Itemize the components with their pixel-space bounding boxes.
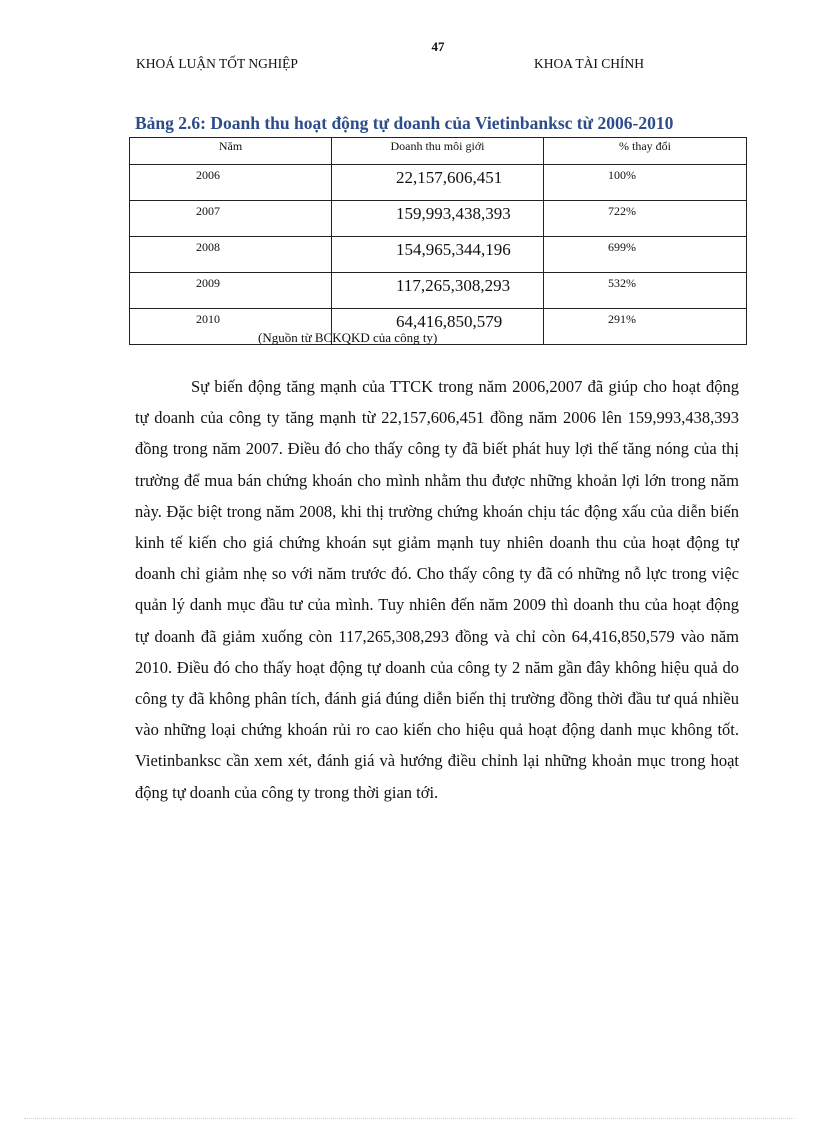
table-row	[130, 273, 747, 309]
cell-year: 2007	[130, 201, 332, 237]
cell-year: 2010	[130, 309, 332, 345]
page-number: 47	[431, 39, 445, 54]
header-revenue: Doanh thu môi giới	[332, 138, 544, 165]
analysis-paragraph-text: Sự biến động tăng mạnh của TTCK trong năm 2006,2007 đã giúp cho hoạt động tự doanh của công ty tăng mạnh từ 22,157,606,451 đồng năm 2006 lên 159,993,438,393 đồng trong năm 2007. Điều đó cho thấy công ty đã biết phát huy lợi thế tăng nóng của thị trường để mua bán chứng khoán cho mình nhằm thu được những khoản lợi lớn trong năm này. Đặc biệt trong năm 2008, khi thị trường chứng khoán chịu tác động xấu của diễn biến kinh tế kiến cho giá chứng khoán sụt giảm mạnh tuy nhiên doanh thu của hoạt động tự doanh chỉ giảm nhẹ so với năm trước đó. Cho thấy công ty đã có những nỗ lực trong việc quản lý danh mục đầu tư của mình. Tuy nhiên đến năm 2009 thì doanh thu của hoạt động tự doanh đã giảm xuống còn 117,265,308,293 đồng và chỉ còn 64,416,850,579 vào năm 2010. Điều đó cho thấy hoạt động tự doanh của công ty 2 năm gần đây không hiệu quả do công ty đã không phân tích, đánh giá đúng diễn biến thị trường đồng thời đầu tư quá nhiều vào những loại chứng khoán rủi ro cao kiến cho hiệu quả hoạt động danh mục không tốt. Vietinbanksc cần xem xét, đánh giá và hướng điều chỉnh lại những khoản mục trong hoạt động tự doanh của công ty trong thời gian tới.	[135, 377, 739, 802]
table-row	[130, 309, 747, 345]
header-change: % thay đổi	[544, 138, 747, 165]
table-title: Bảng 2.6: Doanh thu hoạt động tự doanh của Vietinbanksc từ 2006-2010	[135, 113, 674, 133]
table-source-note: (Nguồn từ BCKQKD của công ty)	[258, 330, 438, 345]
cell-revenue: 154,965,344,196	[332, 237, 544, 273]
header-faculty-label: KHOA TÀI CHÍNH	[534, 56, 644, 71]
revenue-table	[129, 137, 747, 345]
header-thesis-label: KHOÁ LUẬN TỐT NGHIỆP	[136, 56, 298, 71]
cell-year: 2006	[130, 165, 332, 201]
footer-rule	[24, 1118, 794, 1119]
analysis-paragraph	[135, 371, 739, 808]
cell-revenue: 159,993,438,393	[332, 201, 544, 237]
table-header-row	[130, 138, 747, 165]
cell-year: 2009	[130, 273, 332, 309]
cell-change: 532%	[544, 273, 747, 309]
cell-revenue: 22,157,606,451	[332, 165, 544, 201]
header-year: Năm	[130, 138, 332, 165]
cell-year: 2008	[130, 237, 332, 273]
table-row	[130, 201, 747, 237]
table-row	[130, 237, 747, 273]
cell-change: 100%	[544, 165, 747, 201]
cell-change: 699%	[544, 237, 747, 273]
cell-revenue: 117,265,308,293	[332, 273, 544, 309]
cell-change: 291%	[544, 309, 747, 345]
cell-revenue: 64,416,850,579	[332, 309, 544, 345]
cell-change: 722%	[544, 201, 747, 237]
table-row	[130, 165, 747, 201]
